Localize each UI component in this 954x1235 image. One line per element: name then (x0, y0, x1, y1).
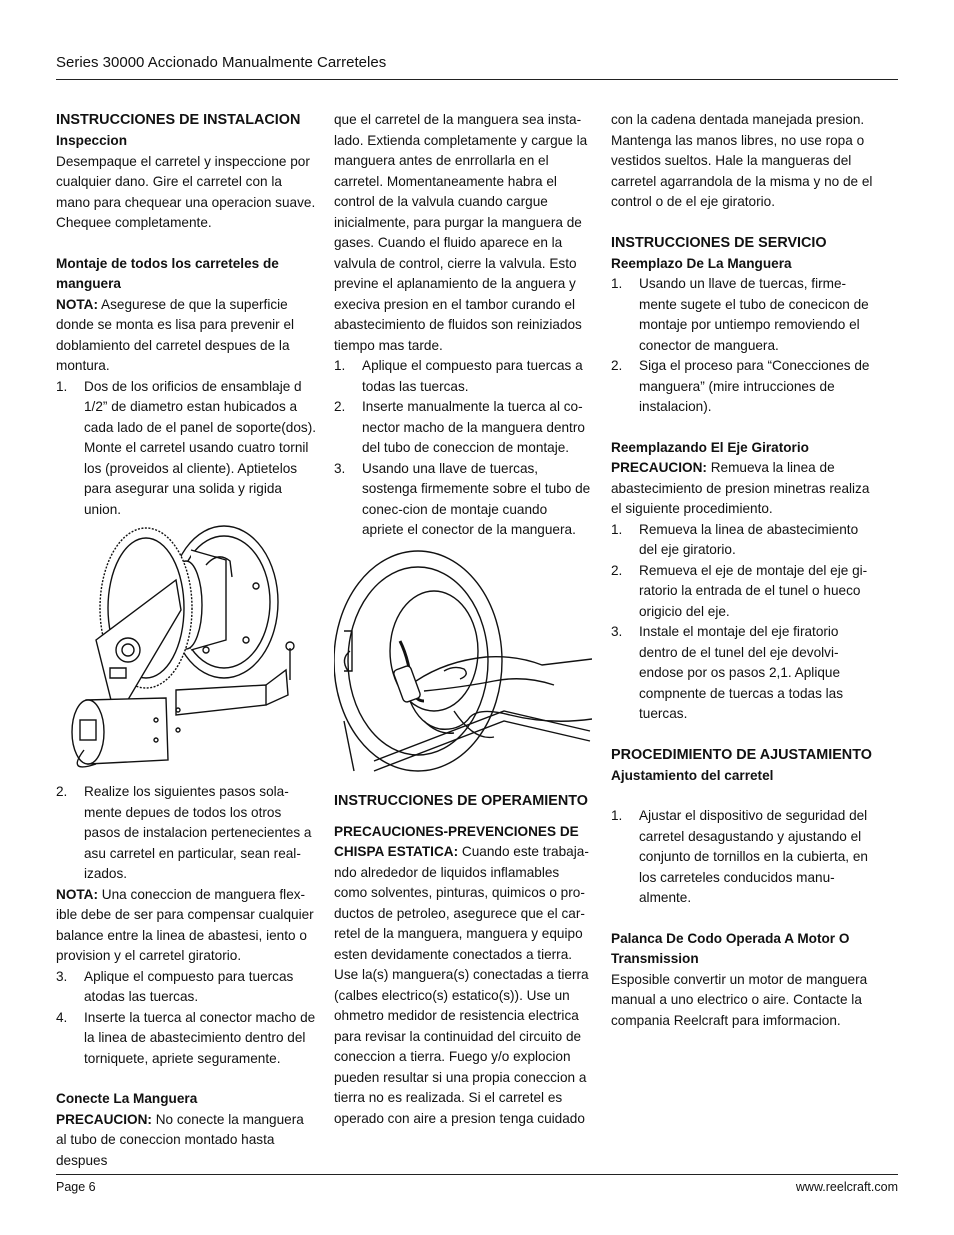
list-item (611, 356, 873, 418)
hose-connection-illustration (334, 541, 592, 781)
list-text: Inserte la tuerca al conector macho de la linea de abastecimiento dentro del torniquete, apriete seguramente. (84, 1009, 316, 1066)
list-number: 4. (56, 1009, 68, 1025)
list-number: 3. (611, 624, 623, 639)
list-text: Ajustar el dispositivo de seguridad del carretel desagustando y ajustando el conjunto de tornillos en la cubierta, en los carreteles conducidos manu-almente. (639, 808, 868, 905)
caution-label: PRECAUCION: (611, 460, 707, 475)
note-label: NOTA: (56, 296, 99, 312)
note-text: Una coneccion de manguera flex-ible debe de ser para compensar cualquier balance entre la linea de abastesi, iento o provision y el carretel giratorio. (56, 886, 314, 963)
section-heading-operating: INSTRUCCIONES DE OPERAMIENTO (334, 792, 588, 809)
list-text: Dos de los orificios de ensamblaje d 1/2” de diametro estan hubicados a cada lado de el panel de soporte(dos). Monte el carretel usando cuatro tornil los (proveidos al cliente). Aptietelos para asegurar una solida y rigida union. (84, 378, 317, 517)
list-text: Aplique el compuesto para tuercas atodas las tuercas. (84, 968, 294, 1004)
footer-rule (56, 1174, 898, 1175)
column-1 (56, 110, 318, 1171)
subheading-mounting: Montaje de todos los carreteles de manguera (56, 255, 279, 291)
list-text: Remueva el eje de montaje del eje gi-ratorio la entrada de el tunel o hueco origicio del eje. (639, 562, 868, 619)
caution-text: Remueva la linea de abastecimiento de presion minetras realiza el siguiente procedimiento. (611, 460, 870, 516)
list-number: 1. (334, 358, 346, 373)
list-item (56, 967, 318, 1008)
list-item (56, 1008, 318, 1070)
section-heading-service: INSTRUCCIONES DE SERVICIO (611, 234, 827, 251)
caution-text: Cuando este trabaja-ndo alrededor de liquidos inflamables como solventes, pinturas, quimicos o pro-ductos de petroleo, asegurece que el car-retel de la manguera, manguera y equipo esten devidamente conectados a tierra. Use la(s) manguera(s) conectadas a tierra (calbes electrico(s) estatico(s)). Use un ohmetro medidor de resistencia electrica para revisar la continuidad del circuito de coneccion a tierra. Fuego y/o explocion pueden resultar si una propia coneccion a tierra no es realizada. Si el carretel es operado con aire a presion tenga cuidado (334, 844, 589, 1126)
paragraph-lever: Esposible convertir un motor de manguera manual a uno electrico o aire. Contacte la compania Reelcraft para imformacion. (611, 971, 868, 1028)
list-item (334, 397, 592, 459)
list-number: 2. (611, 562, 623, 578)
paragraph-inspection: Desempaque el carretel y inspeccione por cualquier dano. Gire el carretel con la mano para chequear una operacion suave. Chequee completamente. (56, 153, 316, 230)
note-flexible-connection (56, 885, 318, 967)
list-text: Remueva la linea de abastecimiento del eje giratorio. (639, 521, 859, 557)
footer-url: www.reelcraft.com (795, 1180, 898, 1194)
list-text: Aplique el compuesto para tuercas a todas las tuercas. (362, 358, 583, 394)
list-number: 1. (56, 378, 68, 394)
list-number: 1. (611, 521, 623, 537)
caution-connect-hose (56, 1110, 318, 1172)
list-item (56, 782, 318, 885)
list-text: Usando una llave de tuercas, sostenga firmemente sobre el tubo de conec-cion de montaje cuando apriete el conector de la manguera. (362, 460, 591, 537)
list-number: 3. (56, 968, 68, 984)
hose-reel-illustration (56, 520, 318, 782)
list-text: Instale el montaje del eje firatorio dentro de el tunel del eje devolvi-endose por os pasos 2,1. Aplique compnente de tuercas a todas las tuercas. (639, 624, 844, 721)
list-number: 2. (56, 784, 68, 799)
subheading-inspection: Inspeccion (56, 133, 128, 148)
list-item (56, 377, 318, 521)
note-label: NOTA: (56, 886, 99, 902)
section-heading-installation: INSTRUCCIONES DE INSTALACION (56, 112, 301, 128)
list-text: Siga el proceso para “Conecciones de manguera” (mire intrucciones de instalacion). (639, 358, 870, 414)
caution-text: No conecte la manguera al tubo de coneccion montado hasta despues (56, 1111, 304, 1168)
list-number: 1. (611, 808, 623, 823)
subheading-replace-swivel: Reemplazando El Eje Giratorio (611, 439, 809, 455)
list-item (334, 459, 592, 541)
caution-swivel (611, 458, 873, 520)
list-text: Inserte manualmente la tuerca al co-nector macho de la manguera dentro del tubo de coneccion de montaje. (362, 399, 585, 455)
list-text: Usando un llave de tuercas, firme-mente sugete el tubo de conecicon de montaje por untiempo removiendo el conector de manguera. (639, 276, 869, 353)
list-item (611, 622, 873, 725)
subheading-adjust-reel: Ajustamiento del carretel (611, 767, 774, 783)
list-number: 3. (334, 460, 346, 476)
subheading-replace-hose: Reemplazo De La Manguera (611, 255, 792, 271)
list-item (611, 274, 873, 356)
paragraph-continued: que el carretel de la manguera sea insta-lado. Extienda completamente y cargue la manguera antes de enrrollarla en el carretel. Momentaneamente habra el control de la valvula cuando cargue inicialmente, para purgar la manguera de gases. Cuando el fluido aparece en la valvula de control, cierre la valvula. Esto previne el aplanamiento de la anguera y execiva presion en el tambor curando el abastecimiento de fluidos son reiniziados tiempo mas tarde. (334, 112, 588, 353)
list-item (334, 356, 592, 397)
column-3 (611, 110, 873, 1031)
list-number: 2. (611, 358, 623, 373)
header-rule (56, 79, 898, 80)
list-text: Realize los siguientes pasos sola-mente depues de todos los otros pasos de instalacion pertenecientes a asu carretel en particular, sean real-izados. (84, 784, 312, 881)
caution-label: PRECAUCION: (56, 1111, 152, 1127)
note-text: Asegurese de que la superficie donde se monta es lisa para prevenir el doblamiento del carretel despues de la montura. (56, 296, 295, 373)
subheading-connect-hose: Conecte La Manguera (56, 1091, 198, 1106)
page-number: Page 6 (56, 1180, 96, 1194)
caution-label: PRECAUCIONES-PREVENCIONES DE CHISPA ESTATICA: (334, 823, 579, 859)
caution-static-spark (334, 822, 592, 1130)
paragraph-continued: con la cadena dentada manejada presion. Mantenga las manos libres, no use ropa o vestidos sueltos. Hale la mangueras del carretel agarrandola de la misma y no de el control o de el eje giratorio. (611, 112, 873, 209)
list-item (611, 806, 873, 909)
section-heading-adjustment: PROCEDIMIENTO DE AJUSTAMIENTO (611, 746, 872, 763)
list-number: 1. (611, 276, 623, 291)
subheading-lever: Palanca De Codo Operada A Motor O Transmission (611, 930, 850, 966)
column-2 (334, 110, 592, 1129)
note-mounting (56, 295, 318, 377)
list-number: 2. (334, 399, 346, 414)
page-header-title: Series 30000 Accionado Manualmente Carreteles (56, 54, 387, 71)
list-item (611, 561, 873, 623)
list-item (611, 520, 873, 561)
